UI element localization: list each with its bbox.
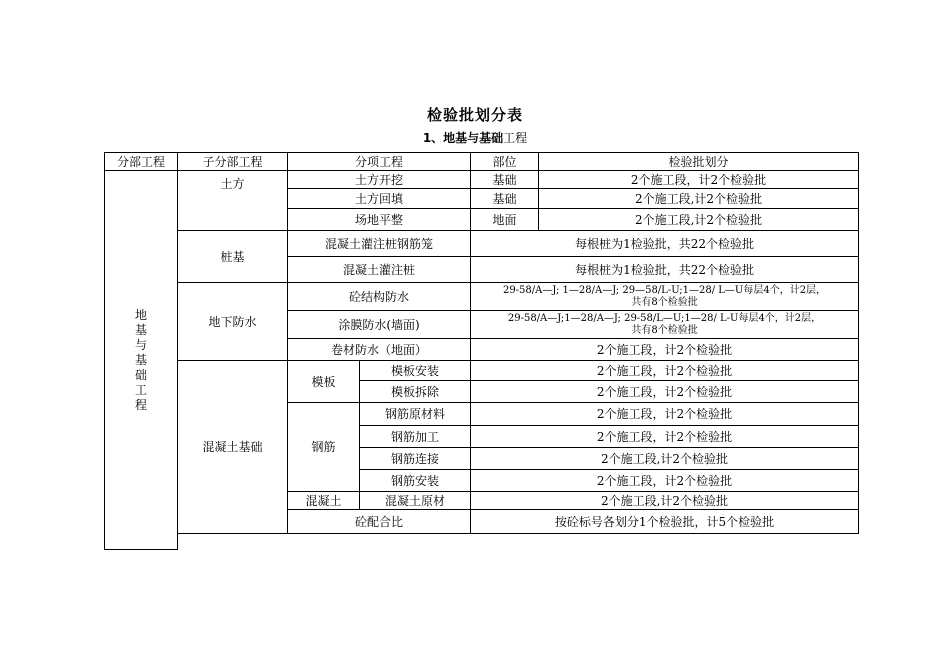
item-cell: 钢筋安装 [360,470,471,492]
item-cell: 模板安装 [360,361,471,381]
location-cell: 地面 [471,209,539,231]
item-cell: 卷材防水（地面） [288,339,471,361]
plan-cell [471,283,859,311]
division-char: 础 [134,367,147,382]
concrete-group: 混凝土 [288,492,360,510]
plan-cell: 2个施工段，计2个检验批 [471,403,859,426]
item-cell: 土方回填 [288,189,471,209]
table-row [105,171,859,189]
document-title: 检验批划分表 [426,106,523,124]
item-cell: 场地平整 [288,209,471,231]
plan-cell: 2个施工段，计2个检验批 [471,339,859,361]
plan-cell: 2个施工段,计2个检验批 [471,448,859,470]
division-char: 工 [134,382,147,397]
subtitle-bold: 1、地基与基础 [422,131,504,145]
plan-line: 共有8个检验批 [631,324,698,336]
header-row [105,153,859,171]
item-cell: 砼配合比 [288,510,471,534]
plan-line: 29-58/A—J;1—28/A—J; 29-58/L—U;1—28/ L-U每层4个，计2层， [507,312,822,324]
subdivision-waterproof: 地下防水 [178,283,288,361]
table-row [105,231,859,257]
inspection-lot-table [104,152,859,550]
division-char: 基 [134,352,147,367]
header-plan: 检验批划分 [539,153,859,171]
plan-cell: 按砼标号各划分1个检验批，计5个检验批 [471,510,859,534]
location-cell: 基础 [471,189,539,209]
item-cell: 土方开挖 [288,171,471,189]
item-cell: 混凝土灌注桩钢筋笼 [288,231,471,257]
location-cell: 基础 [471,171,539,189]
plan-cell [471,311,859,339]
blank-cell [178,534,360,550]
division-char: 地 [134,307,147,322]
plan-cell: 2个施工段,计2个检验批 [539,209,859,231]
header-location: 部位 [471,153,539,171]
division-char: 与 [134,337,147,352]
document-subtitle [0,129,950,146]
plan-cell: 2个施工段,计2个检验批 [539,189,859,209]
formwork-group: 模板 [288,361,360,403]
subdivision-pile: 桩基 [178,231,288,283]
division-char: 程 [134,397,147,412]
item-cell: 钢筋加工 [360,426,471,448]
plan-cell: 2个施工段，计2个检验批 [471,381,859,403]
blank-cell [360,534,539,550]
table-row [105,283,859,311]
header-subdivision: 子分部工程 [178,153,288,171]
plan-cell: 2个施工段,计2个检验批 [471,492,859,510]
division-char: 基 [134,322,147,337]
rebar-group: 钢筋 [288,403,360,492]
plan-cell: 2个施工段，计2个检验批 [539,171,859,189]
plan-cell: 2个施工段，计2个检验批 [471,361,859,381]
subtitle-normal: 工程 [503,131,528,145]
item-cell: 涂膜防水(墙面) [288,311,471,339]
item-cell: 钢筋连接 [360,448,471,470]
table-row [105,361,859,381]
item-cell: 砼结构防水 [288,283,471,311]
plan-line: 29-58/A—J; 1—28/A—J; 29—58/L-U;1—28/ L—U每层4个，计2层， [502,284,827,296]
plan-line: 共有8个检验批 [631,296,698,308]
subdivision-earth: 土方 [178,171,288,231]
division-cell [105,171,178,550]
subdivision-concrete: 混凝土基础 [178,361,288,534]
plan-cell: 2个施工段，计2个检验批 [471,470,859,492]
item-cell: 混凝土灌注桩 [288,257,471,283]
plan-cell: 2个施工段，计2个检验批 [471,426,859,448]
plan-cell: 每根桩为1检验批，共22个检验批 [471,257,859,283]
plan-cell: 每根桩为1检验批，共22个检验批 [471,231,859,257]
item-cell: 钢筋原材料 [360,403,471,426]
header-division: 分部工程 [105,153,178,171]
table-row-blank [105,534,859,550]
item-cell: 模板拆除 [360,381,471,403]
header-item: 分项工程 [288,153,471,171]
item-cell: 混凝土原材 [360,492,471,510]
